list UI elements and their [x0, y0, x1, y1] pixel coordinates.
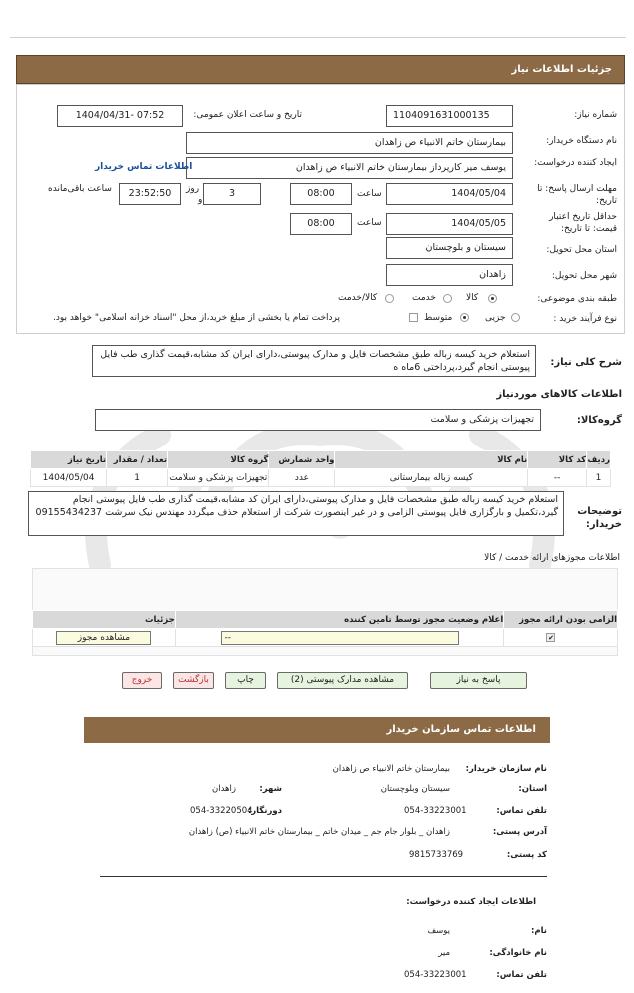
creator-family-label: نام خانوادگی: — [489, 948, 547, 958]
contact-postal-label: کد پستی: — [506, 850, 547, 860]
announce-date-label: تاریخ و ساعت اعلان عمومی: — [193, 110, 302, 120]
contact-phone-value: 054-33223001 — [404, 806, 467, 816]
contact-fax-value: 054-33220504 — [190, 806, 253, 816]
deadline-time-label: ساعت — [357, 189, 382, 199]
cell-permit-required — [504, 629, 618, 647]
col-need-date: تاریخ نیاز — [31, 451, 107, 469]
creator-name-value: یوسف — [427, 926, 450, 936]
goods-group-label: گروه‌کالا: — [576, 415, 622, 426]
category-option-service: خدمت — [412, 293, 436, 303]
col-permit-details: جزئیات — [33, 611, 176, 629]
contact-section-title: اطلاعات تماس سازمان خریدار — [84, 717, 550, 743]
view-attachments-button[interactable]: مشاهده مدارک پیوستی (2) — [277, 672, 408, 689]
city-label: شهر محل تحویل: — [551, 271, 617, 281]
permit-required-checkbox: ✔ — [546, 633, 555, 642]
category-radio-goods-service[interactable] — [385, 294, 394, 303]
top-divider — [10, 37, 626, 38]
goods-table-header — [31, 451, 611, 469]
cell-code: -- — [528, 469, 587, 487]
time-remaining-label: ساعت باقی‌مانده — [48, 184, 112, 194]
days-and-label: و — [198, 195, 203, 205]
creator-phone-label: تلفن تماس: — [496, 970, 547, 980]
category-radio-goods[interactable] — [488, 294, 497, 303]
process-option-minor: جزیی — [485, 313, 506, 323]
reply-button[interactable]: پاسخ به نیاز — [430, 672, 527, 689]
deadline-date-field: 1404/05/04 — [386, 183, 513, 205]
goods-section-title: اطلاعات کالاهای موردنیاز — [496, 389, 622, 400]
price-validity-time-label: ساعت — [357, 218, 382, 228]
buyer-org-label: نام دستگاه خریدار: — [546, 136, 617, 146]
price-validity-label: حداقل تاریخ اعتبار قیمت: تا تاریخ: — [549, 212, 617, 234]
process-radio-minor[interactable] — [511, 313, 520, 322]
col-group: گروه کالا — [168, 451, 269, 469]
contact-divider — [100, 876, 547, 877]
category-option-goods-service: کالا/خدمت — [338, 293, 378, 303]
cell-name: کیسه زباله بیمارستانی — [335, 469, 528, 487]
category-radio-service[interactable] — [443, 294, 452, 303]
process-option-medium: متوسط — [424, 313, 453, 323]
permits-table-header — [33, 611, 618, 629]
col-permit-status: اعلام وضعیت مجوز توسط تامین کننده — [175, 611, 503, 629]
exit-button[interactable]: خروج — [122, 672, 162, 689]
contact-address-value: زاهدان _ بلوار جام جم _ میدان خاتم _ بیمارستان خاتم الانبیاء (ص) زاهدان — [188, 827, 450, 837]
cell-row: 1 — [587, 469, 611, 487]
back-button[interactable]: بازگشت — [173, 672, 214, 689]
days-label: روز — [186, 184, 200, 194]
process-type-label: نوع فرآیند خرید : — [553, 314, 617, 324]
view-permit-button[interactable]: مشاهده مجوز — [56, 631, 151, 645]
creator-family-value: میر — [438, 948, 450, 958]
announce-date-field: 1404/04/31- 07:52 — [57, 105, 183, 127]
creator-name-label: نام: — [530, 926, 547, 936]
buyer-org-field: بیمارستان خاتم الانبیاء ص زاهدان — [186, 132, 513, 154]
deadline-time-field: 08:00 — [290, 183, 352, 205]
province-label: استان محل تحویل: — [546, 245, 617, 255]
table-row — [33, 629, 618, 647]
contact-province-label: استان: — [518, 784, 547, 794]
goods-group-field: تجهیزات پزشکی و سلامت — [95, 409, 541, 431]
need-number-label: شماره نیاز: — [574, 110, 617, 120]
cell-permit-status — [175, 629, 503, 647]
buyer-contact-link[interactable]: اطلاعات تماس خریدار — [95, 162, 193, 172]
cell-need-date: 1404/05/04 — [31, 469, 107, 487]
col-quantity: تعداد / مقدار — [107, 451, 168, 469]
province-field: سیستان و بلوچستان — [386, 237, 513, 259]
creator-phone-value: 054-33223001 — [404, 970, 467, 980]
table-row[interactable] — [31, 469, 611, 487]
cell-group: تجهیزات پزشکی و سلامت — [168, 469, 269, 487]
process-radio-medium[interactable] — [460, 313, 469, 322]
cell-unit: عدد — [269, 469, 335, 487]
price-validity-date-field: 1404/05/05 — [386, 213, 513, 235]
contact-org-label: نام سازمان خریدار: — [465, 764, 547, 774]
col-row: ردیف — [587, 451, 611, 469]
cell-quantity: 1 — [107, 469, 168, 487]
category-option-goods: کالا — [466, 293, 479, 303]
price-validity-time-field: 08:00 — [290, 213, 352, 235]
days-remaining-field: 3 — [203, 183, 261, 205]
contact-postal-value: 9815733769 — [409, 850, 464, 860]
contact-city-value: زاهدان — [211, 784, 236, 794]
col-permit-required: الزامی بودن ارائه مجوز — [504, 611, 618, 629]
permits-table — [32, 610, 618, 647]
creator-info-title: اطلاعات ایجاد کننده درخواست: — [406, 897, 536, 907]
permits-title: اطلاعات مجوزهای ارائه خدمت / کالا — [484, 553, 620, 563]
buyer-notes-text: استعلام خرید کیسه زباله طبق مشخصات فایل و مدارک پیوستی،دارای ایران کد مشابه،قیمت گذاری طب فایل پیوستی انجام گیرد،تکمیل و بارگزاری فایل پیوستی الزامی و در غیر اینصورت شرکت از استعلام حذف میگردد مهندس نیک سرشت 09155434237 — [28, 491, 564, 536]
col-code: کد کالا — [528, 451, 587, 469]
col-unit: واحد شمارش — [269, 451, 335, 469]
need-number-field: 1104091631000135 — [386, 105, 513, 127]
deadline-label: مهلت ارسال پاسخ: تا تاریخ: — [537, 184, 617, 206]
contact-city-label: شهر: — [259, 784, 282, 794]
contact-province-value: سیستان وبلوچستان — [380, 784, 450, 794]
treasury-payment-text: پرداخت تمام یا بخشی از مبلغ خرید،از محل "اسناد خزانه اسلامی" خواهد بود. — [53, 313, 341, 323]
treasury-payment-checkbox[interactable] — [409, 313, 418, 322]
cell-permit-details — [33, 629, 176, 647]
category-label: طبقه بندی موضوعی: — [537, 294, 617, 304]
time-remaining-field: 23:52:50 — [119, 183, 181, 205]
goods-table — [30, 450, 611, 487]
print-button[interactable]: چاپ — [225, 672, 266, 689]
creator-label: ایجاد کننده درخواست: — [534, 158, 617, 168]
contact-address-label: آدرس پستی: — [492, 827, 547, 837]
buyer-notes-label: توضیحات خریدار: — [577, 506, 622, 530]
contact-phone-label: تلفن تماس: — [496, 806, 547, 816]
city-field: زاهدان — [386, 264, 513, 286]
summary-label: شرح کلی نیاز: — [550, 357, 622, 368]
contact-org-value: بیمارستان خاتم الانبیاء ص زاهدان — [332, 764, 450, 774]
page-title: جزئیات اطلاعات نیاز — [16, 55, 625, 84]
col-name: نام کالا — [335, 451, 528, 469]
creator-field: یوسف میر کارپرداز بیمارستان خاتم الانبیاء ص زاهدان — [186, 157, 513, 179]
contact-fax-label: دورنگار: — [247, 806, 282, 816]
permit-status-field[interactable]: -- — [221, 631, 459, 645]
summary-text: استعلام خرید کیسه زباله طبق مشخصات فایل و مدارک پیوستی،دارای ایران کد مشابه،قیمت گذاری طب فایل پیوستی انجام گیرد،پرداختی 6ماه ه — [92, 345, 536, 377]
